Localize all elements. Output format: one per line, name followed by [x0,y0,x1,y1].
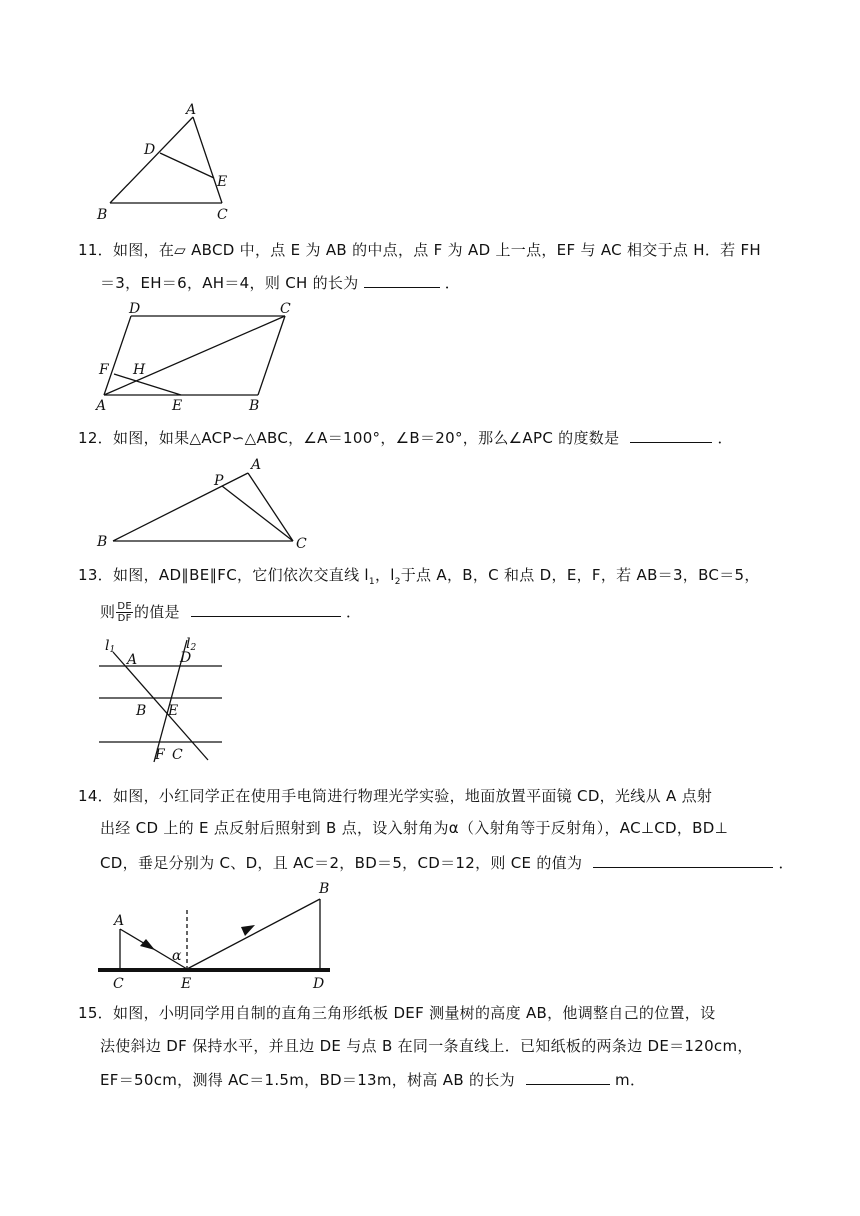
q13-line2-pre: 则 [100,603,116,621]
fig11-label-b: B [249,398,260,414]
q15-line3-text: EF＝50cm，测得 AC＝1.5m，BD＝13m，树高 AB 的长为 [100,1071,515,1089]
q14-line3-text: CD，垂足分别为 C、D，且 AC＝2，BD＝5，CD＝12，则 CE 的值为 [100,854,583,872]
fig13-label-a: A [127,652,138,668]
q13-line1-post: 于点 A，B，C 和点 D，E，F，若 AB＝3，BC＝5， [400,566,760,584]
fig12-label-a: A [251,457,262,473]
q13-line1-mid: ，l [374,566,395,584]
fig12-label-c: C [296,536,307,552]
q15-answer-blank[interactable] [526,1068,610,1085]
fig14-label-c: C [113,976,124,992]
fig12-label-b: B [97,534,108,550]
fig11-label-c: C [280,301,291,317]
fig12-label-p: P [214,473,224,489]
fig11-label-e: E [172,398,183,414]
q12-text: 12．如图，如果△ACP∽△ABC，∠A＝100°，∠B＝20°，那么∠APC 的度数是 [78,429,620,447]
q13-sub1: 1 [368,577,375,587]
fig14-label-d: D [313,976,325,992]
q13-sub2: 2 [394,577,401,587]
fig10-label-a: A [186,102,197,118]
q13-line1-pre: 13．如图，AD∥BE∥FC，它们依次交直线 l [78,566,369,584]
fig13-label-f: F [155,747,165,763]
fig10-label-e: E [217,174,228,190]
fig13-label-e: E [168,703,179,719]
q14-line1: 14．如图，小红同学正在使用手电筒进行物理光学实验，地面放置平面镜 CD，光线从 A 点射 [78,787,713,805]
q11-line2-end: ． [444,274,460,292]
fig13-label-c: C [172,747,183,763]
fig13-label-b: B [136,703,147,719]
q15-line1: 15．如图，小明同学用自制的直角三角形纸板 DEF 测量树的高度 AB，他调整自己的位置，设 [78,1004,716,1022]
fig11-label-f: F [99,362,109,378]
fig13-label-d: D [180,650,192,666]
q15-line3 [100,1068,645,1090]
fig13-label-l2: l2 [186,636,197,653]
fig10-label-b: B [97,207,108,223]
q13-end: ． [346,603,362,621]
q11-line2-text: ＝3，EH＝6，AH＝4，则 CH 的长为 [100,274,359,292]
fig13-label-l1: l1 [105,638,116,655]
q15-line2: 法使斜边 DF 保持水平，并且边 DE 与点 B 在同一条直线上．已知纸板的两条边 DE＝120cm， [100,1037,753,1055]
fig14-label-b: B [319,881,330,897]
q13-line2-post: 的值是 [133,603,180,621]
q13-frac-den: DF [117,613,132,624]
fig11-label-d: D [129,301,141,317]
q11-line1: 11．如图，在▱ ABCD 中，点 E 为 AB 的中点，点 F 为 AD 上一点，EF 与 AC 相交于点 H．若 FH [78,241,761,259]
fig10-label-c: C [217,207,228,223]
fig14-label-alpha: α [172,948,182,964]
fig11-label-a: A [96,398,107,414]
fig14-label-a: A [114,913,125,929]
fig11-label-h: H [133,362,146,378]
q15-end: m． [615,1071,646,1089]
q13-frac-num: DE [117,601,132,612]
fig10-label-d: D [144,142,156,158]
q12-end: ． [717,429,733,447]
q14-line2: 出经 CD 上的 E 点反射后照射到 B 点，设入射角为α（入射角等于反射角），AC⊥CD，BD⊥ [100,819,728,837]
fig14-label-e: E [181,976,192,992]
q14-end: ． [778,854,794,872]
arrow-incident-icon [140,939,155,950]
